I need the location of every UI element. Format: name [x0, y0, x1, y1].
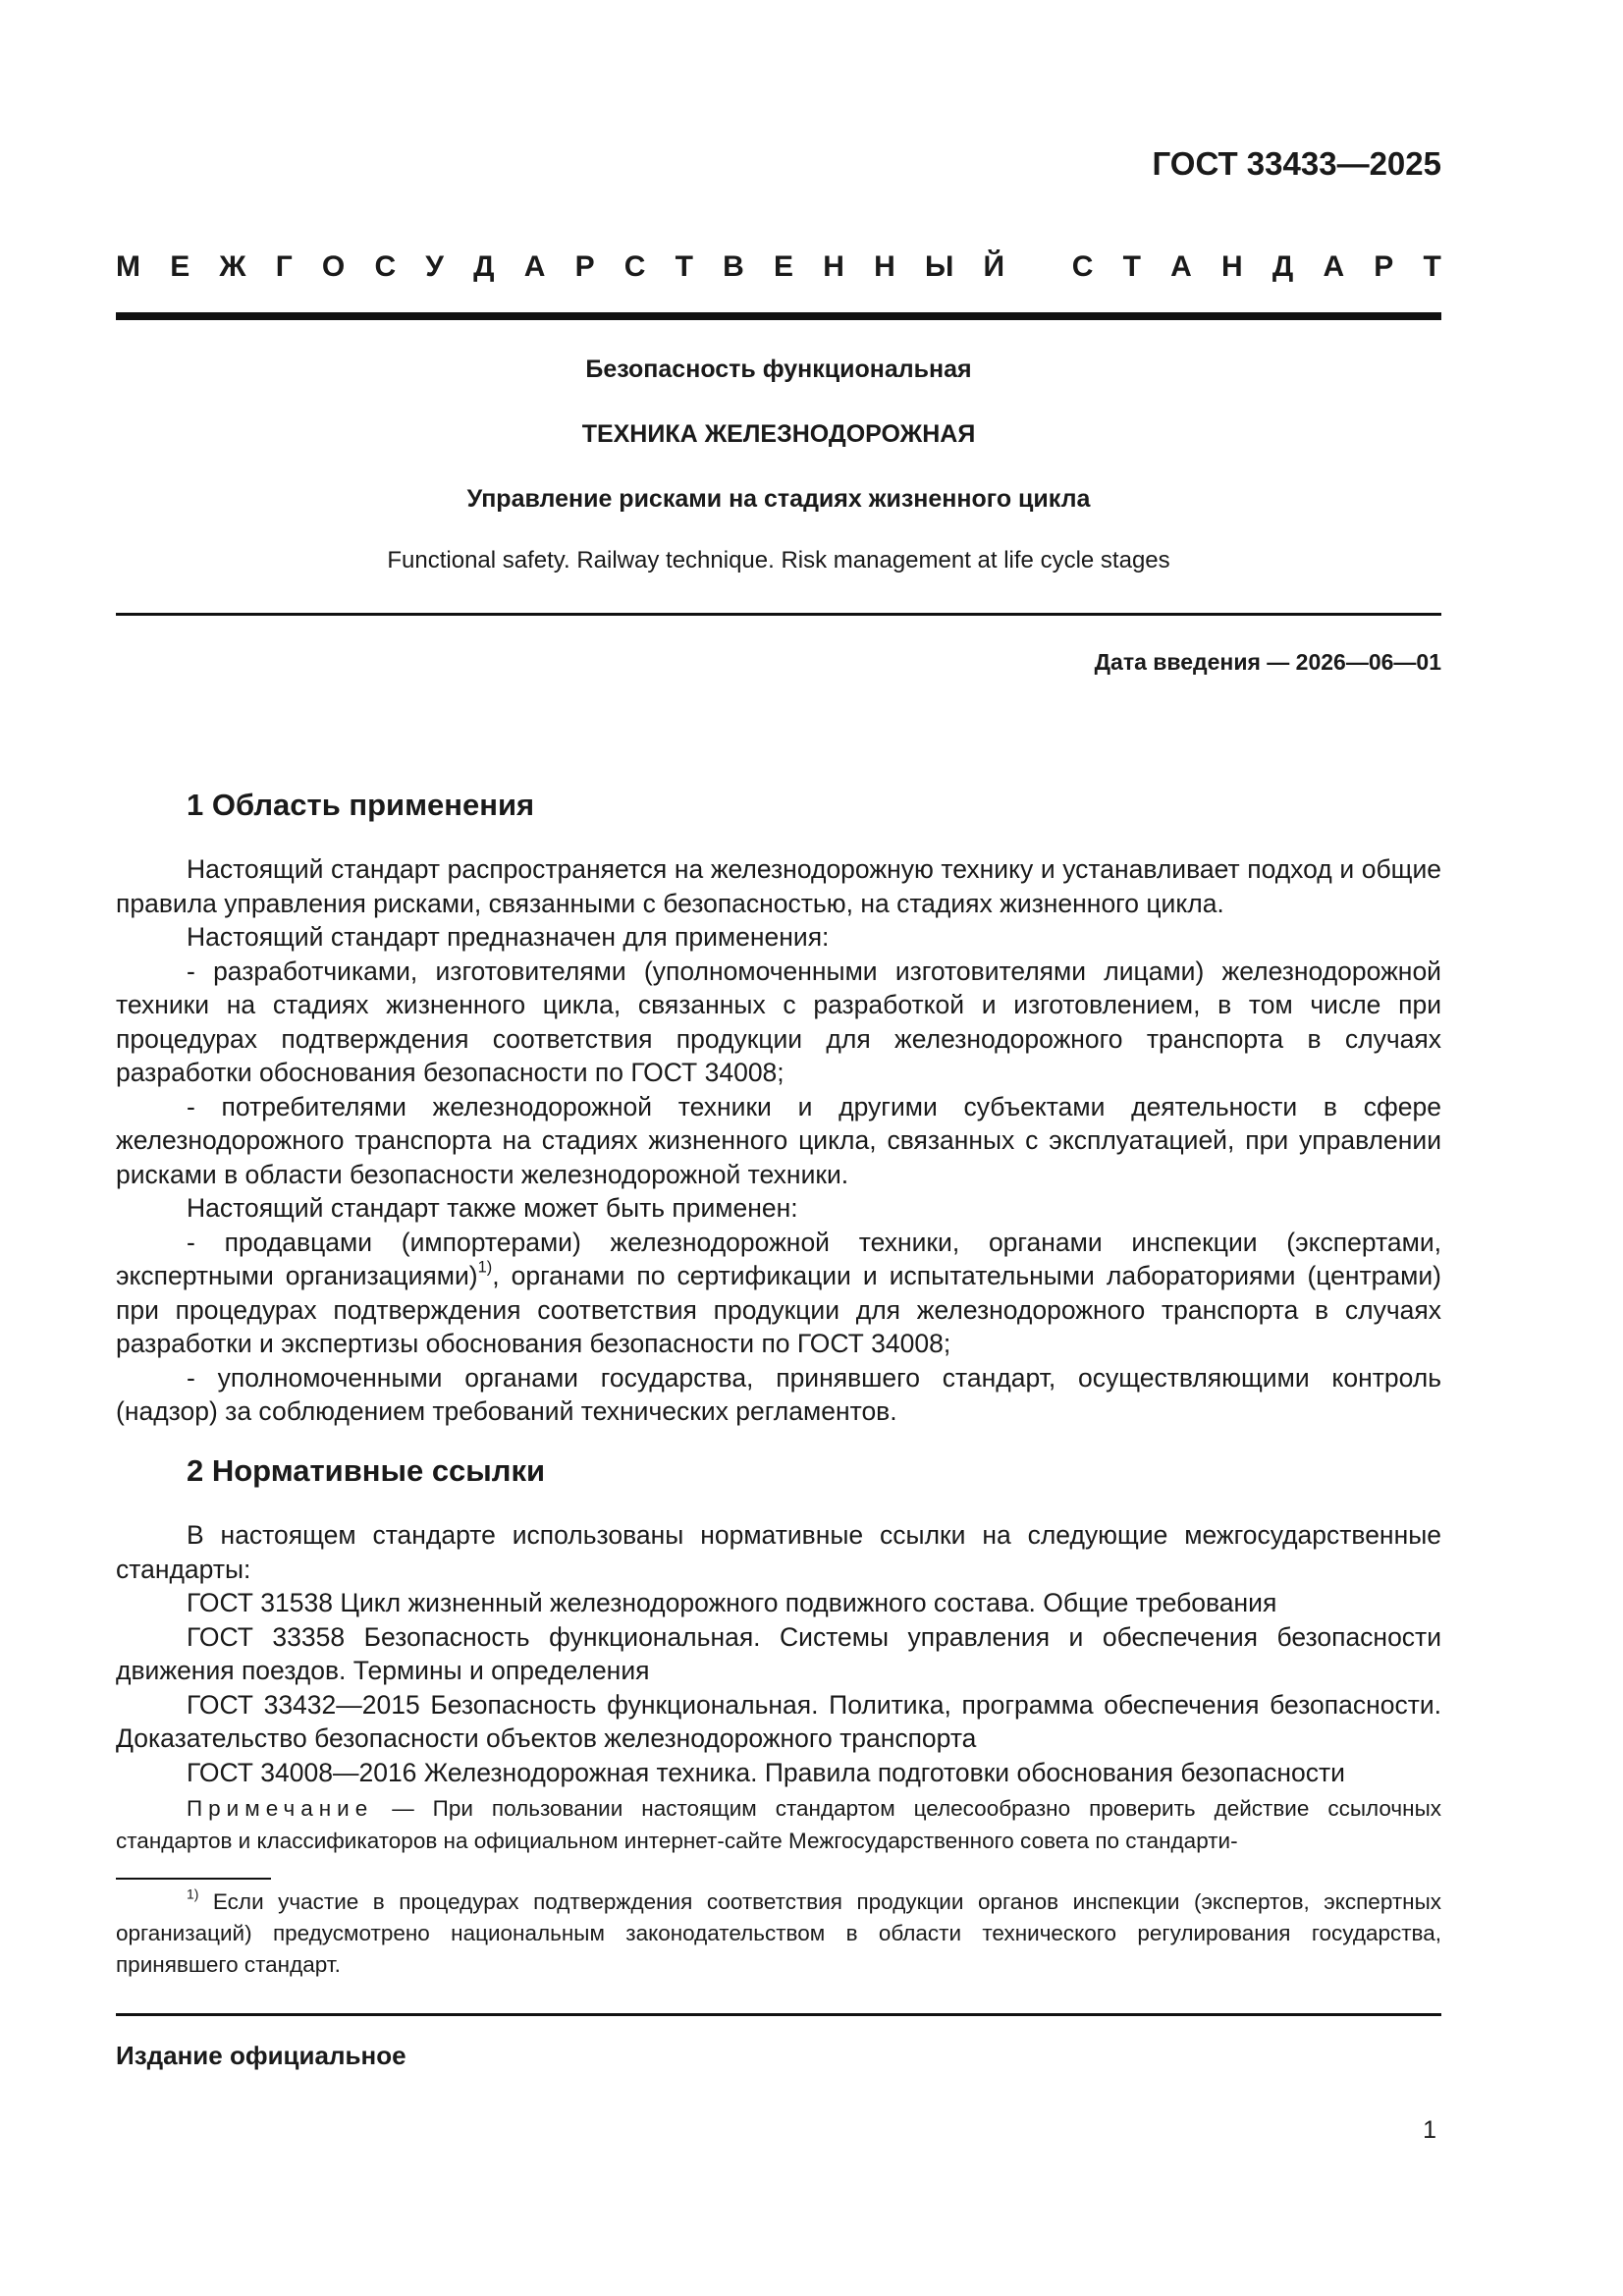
text: , органами по сертификации и испытательными лабораториями (центрами) при процедурах подтверждения соответствия продукции для железнодорожного транспорта в случаях разработки и экспертизы обоснования безопасности по ГОСТ 34008;: [116, 1261, 1441, 1358]
heading-letter: Н: [823, 250, 844, 283]
paragraph: Настоящий стандарт распространяется на железнодорожную технику и устанавливает подход и общие правила управления рисками, связанными с безопасностью, на стадиях жизненного цикла.: [116, 854, 1441, 918]
section-2-body: [116, 1518, 1441, 1789]
paragraph: - уполномоченными органами государства, принявшего стандарт, осуществляющими контроль (надзор) за соблюдением требований технических регламентов.: [116, 1362, 1441, 1426]
footnote-text: Если участие в процедурах подтверждения соответствия продукции органов инспекции (экспертов, экспертных организаций) предусмотрено национальным законодательством в области технического регулирования государства, принявшего стандарт.: [116, 1889, 1441, 1977]
paragraph: - потребителями железнодорожной техники и другими субъектами деятельности в сфере железнодорожного транспорта на стадиях жизненного цикла, связанных с эксплуатацией, при управлении рисками в области безопасности железнодорожной техники.: [116, 1091, 1441, 1189]
text: - продавцами (импортерами) железнодорожной техники, органами инспекции (экспертами, экспертными организациями): [116, 1227, 1441, 1290]
document-number: ГОСТ 33433—2025: [1152, 145, 1441, 182]
heading-letter: Ы: [924, 250, 954, 283]
footnote-reference[interactable]: 1): [477, 1258, 493, 1277]
paragraph: [116, 1226, 1441, 1361]
paragraph: В настоящем стандарте использованы нормативные ссылки на следующие межгосударственные стандарты:: [116, 1520, 1441, 1584]
title-line-1: Безопасность функциональная: [585, 355, 972, 383]
normative-reference: ГОСТ 33432—2015 Безопасность функциональная. Политика, программа обеспечения безопасности. Доказательство безопасности объектов железнодорожного транспорта: [116, 1689, 1441, 1753]
page-number: 1: [1423, 2116, 1436, 2144]
heading-letter: Т: [1122, 250, 1141, 283]
heading-letter: Н: [1221, 250, 1243, 283]
standard-type-heading: [116, 250, 1441, 284]
footnote: [116, 1886, 1441, 1981]
heading-letter: А: [523, 250, 546, 283]
footnote-mark: 1): [187, 1886, 199, 1902]
normative-reference: ГОСТ 33358 Безопасность функциональная. Системы управления и обеспечения безопасности движения поездов. Термины и определения: [116, 1621, 1441, 1685]
title-line-2: ТЕХНИКА ЖЕЛЕЗНОДОРОЖНАЯ: [581, 420, 976, 448]
heading-letter: Н: [874, 250, 895, 283]
edition-label: Издание официальное: [116, 2041, 406, 2070]
heading-letter: С: [623, 250, 646, 283]
heading-letter: М: [116, 250, 140, 283]
heading-letter: Р: [574, 250, 595, 283]
heading-letter: А: [1323, 250, 1345, 283]
heading-letter: С: [374, 250, 397, 283]
title-divider: [116, 613, 1441, 616]
note: [116, 1793, 1441, 1857]
heading-letter: Е: [170, 250, 190, 283]
heading-letter: Т: [1423, 250, 1441, 283]
note-label: Примечание: [187, 1796, 374, 1821]
paragraph: Настоящий стандарт также может быть применен:: [187, 1193, 798, 1223]
heading-letter: У: [425, 250, 444, 283]
heading-letter: Д: [1271, 250, 1294, 283]
paragraph: Настоящий стандарт предназначен для применения:: [187, 922, 830, 952]
heading-letter: Г: [275, 250, 293, 283]
heading-letter: О: [321, 250, 346, 283]
section-1-body: [116, 852, 1441, 1429]
heading-letter: Р: [1374, 250, 1394, 283]
heading-letter: В: [723, 250, 744, 283]
heading-letter: Ж: [219, 250, 246, 283]
introduction-date: Дата введения — 2026—06—01: [1094, 649, 1441, 675]
heading-letter: Е: [774, 250, 794, 283]
paragraph: - разработчиками, изготовителями (уполномоченными изготовителями лицами) железнодорожной техники на стадиях жизненного цикла, связанных с разработкой и изготовлением, в том числе при процедурах подтверждения соответствия продукции для железнодорожного транспорта в случаях разработки обоснования безопасности по ГОСТ 34008;: [116, 956, 1441, 1087]
normative-reference: ГОСТ 34008—2016 Железнодорожная техника. Правила подготовки обоснования безопасности: [187, 1757, 1345, 1787]
section-1-heading: 1 Область применения: [187, 788, 535, 822]
heading-letter: [1034, 250, 1042, 284]
footnote-separator: [116, 1878, 271, 1880]
title-line-3: Управление рисками на стадиях жизненного цикла: [466, 485, 1091, 513]
heading-letter: Й: [983, 250, 1005, 283]
normative-reference: ГОСТ 31538 Цикл жизненный железнодорожного подвижного состава. Общие требования: [187, 1588, 1277, 1617]
heading-letter: Д: [473, 250, 495, 283]
note-text: — При пользовании настоящим стандартом целесообразно проверить действие ссылочных стандартов и классификаторов на официальном интернет-сайте Межгосударственного совета по стандарти-: [116, 1796, 1441, 1853]
footer-divider: [116, 2013, 1441, 2016]
heading-letter: А: [1170, 250, 1192, 283]
heading-letter: Т: [675, 250, 693, 283]
heading-letter: С: [1071, 250, 1094, 283]
section-2-heading: 2 Нормативные ссылки: [187, 1453, 546, 1488]
header-divider: [116, 312, 1441, 320]
english-title: Functional safety. Railway technique. Risk management at life cycle stages: [387, 547, 1170, 574]
